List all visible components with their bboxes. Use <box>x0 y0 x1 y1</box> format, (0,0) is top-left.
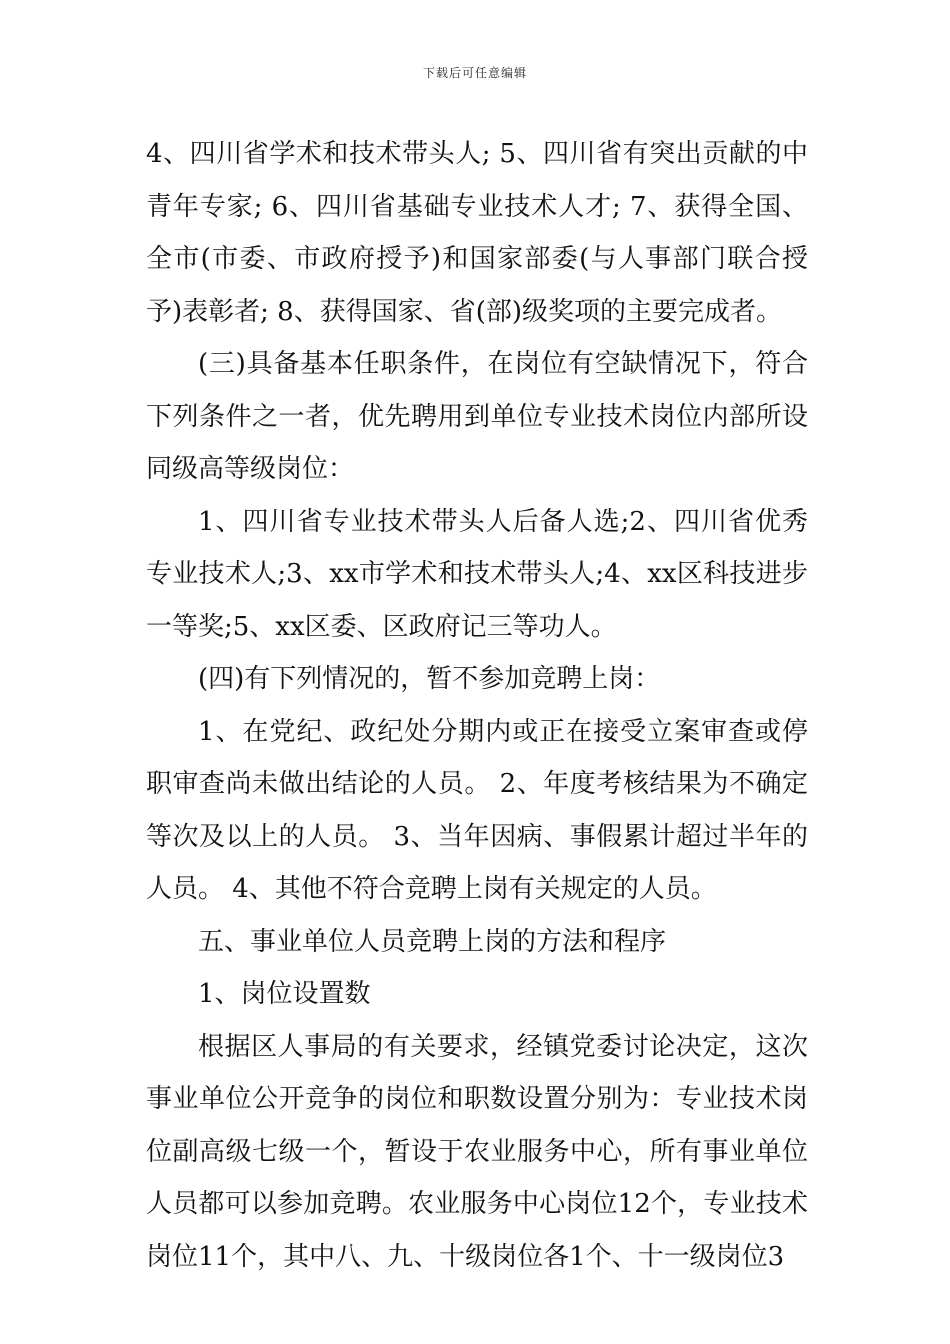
paragraph-section-four: (四)有下列情况的，暂不参加竞聘上岗： <box>198 664 661 694</box>
paragraph-award-list: 4、四川省学术和技术带头人; 5、四川省有突出贡献的中青年专家; 6、四川省基础专业技术人才; 7、获得全国、全市(市委、市政府授予)和国家部委(与人事部门联合授予)表彰者; 8、获得国家、省(部)级奖项的主要完成者。 <box>146 139 808 327</box>
document-body <box>146 128 808 1283</box>
download-note: 下载后可任意编辑 <box>422 66 527 80</box>
paragraph-position-details: 根据区人事局的有关要求，经镇党委讨论决定，这次事业单位公开竞争的岗位和职数设置分别为：专业技术岗位副高级七级一个，暂设于农业服务中心，所有事业单位人员都可以参加竞聘。农业服务中心岗位12个，专业技术岗位11个，其中八、九、十级岗位各1个、十一级岗位3 <box>146 1031 808 1272</box>
paragraph-priority-list: 1、四川省专业技术带头人后备人选;2、四川省优秀专业技术人;3、xx市学术和技术带头人;4、xx区科技进步一等奖;5、xx区委、区政府记三等功人。 <box>146 506 808 642</box>
heading-section-five: 五、事业单位人员竞聘上岗的方法和程序 <box>198 926 667 957</box>
heading-position-count: 1、岗位设置数 <box>198 979 371 1009</box>
paragraph-exclusion-list: 1、在党纪、政纪处分期内或正在接受立案审查或停职审查尚未做出结论的人员。 2、年度考核结果为不确定等次及以上的人员。 3、当年因病、事假累计超过半年的人员。 4、其他不符合竞聘上岗有关规定的人员。 <box>146 716 808 904</box>
paragraph-section-three: (三)具备基本任职条件，在岗位有空缺情况下，符合下列条件之一者，优先聘用到单位专业技术岗位内部所设同级高等级岗位： <box>146 349 808 484</box>
